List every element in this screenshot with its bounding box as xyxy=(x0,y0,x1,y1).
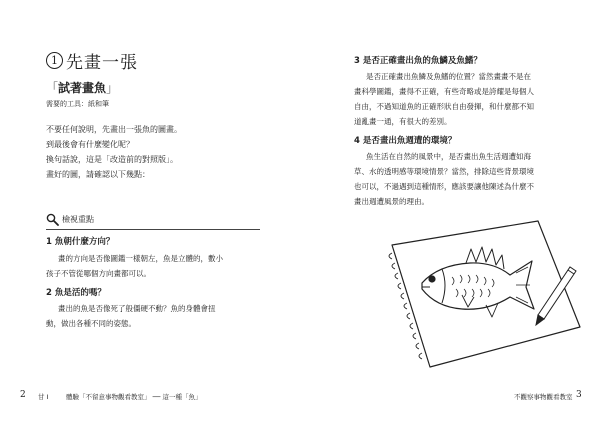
intro-line: 換句話說，這是「改造前的對照版」。 xyxy=(46,155,178,164)
question-2-title: 2 魚是活的嗎？ xyxy=(46,288,106,298)
intro-line: 不要任何說明，先畫出一張魚的圖畫。 xyxy=(46,125,182,134)
magnifier-icon xyxy=(46,213,59,226)
question-4-title: 4 是否畫出魚週遭的環境？ xyxy=(354,136,457,146)
body-line: 孩子不管從哪個方向畫都可以。 xyxy=(46,269,151,278)
section-bracket-open: 「 xyxy=(46,81,59,95)
intro-line: 畫好的圖，請確認以下幾點： xyxy=(46,170,150,179)
question-2-body xyxy=(46,301,216,331)
question-4-body xyxy=(354,149,534,209)
question-1-title: 1 魚朝什麼方向？ xyxy=(46,237,115,247)
footer-caption-right: 不觀察事物觀看教室 xyxy=(514,393,573,401)
observation-label: 檢視重點 xyxy=(62,215,94,224)
body-line: 畫出週遭風景的理由。 xyxy=(354,197,429,206)
body-line: 也可以，不過遇到這種情形，應該要讓他陳述為什麼不 xyxy=(354,182,534,191)
divider-line xyxy=(46,229,260,230)
chapter-number: 1 xyxy=(46,52,63,69)
body-line: 是否正確畫出魚鱗及魚鰭的位置？當然畫畫不是在 xyxy=(366,72,531,81)
observation-heading xyxy=(46,213,94,226)
question-3-body xyxy=(354,69,534,129)
body-line: 草、水的透明感等環境情景？當然，排除這些背景環境 xyxy=(354,167,534,176)
question-3-title: 3 是否正確畫出魚的魚鱗及魚鰭？ xyxy=(354,56,482,66)
intro-paragraph xyxy=(46,122,266,182)
chapter-heading xyxy=(46,48,138,73)
intro-line: 到最後會有什麼變化呢？ xyxy=(46,140,134,149)
page-number-left: 2 xyxy=(20,390,26,400)
body-line: 自由，不過知道魚的正確形狀自由發揮，和什麼都不知 xyxy=(354,102,534,111)
body-line: 畫的方向是否像圖鑑一樣朝左，魚是立體的，數小 xyxy=(58,254,223,263)
body-line: 畫出的魚是否像死了般僵硬不動？魚的身體會扭 xyxy=(58,304,216,313)
body-line: 魚生活在自然的風景中，是否畫出魚生活週遭如海 xyxy=(366,152,531,161)
fish-sketch-illustration xyxy=(370,205,585,380)
page-number-right: 3 xyxy=(576,390,582,400)
section-bracket-close: 」 xyxy=(106,81,119,95)
section-title-text: 試著畫魚 xyxy=(58,81,107,95)
body-line: 道亂畫一通，有很大的差別。 xyxy=(354,117,452,126)
right-page xyxy=(300,0,600,425)
footer-part: 甘 Ⅰ xyxy=(38,393,49,401)
footer-caption-left: 體驗「不留意事物觀看教室」 ── 這一種「魚」 xyxy=(66,393,202,401)
question-1-body xyxy=(46,251,223,281)
body-line: 動，做出各種不同的姿態。 xyxy=(46,319,136,328)
body-line: 畫科學圖鑑，畫得不正確，有些奇略或是誇耀是每個人 xyxy=(354,87,534,96)
chapter-title: 先畫一張 xyxy=(66,53,138,73)
tools-needed: 需要的工具：紙和筆 xyxy=(46,100,109,108)
section-title xyxy=(46,79,118,96)
